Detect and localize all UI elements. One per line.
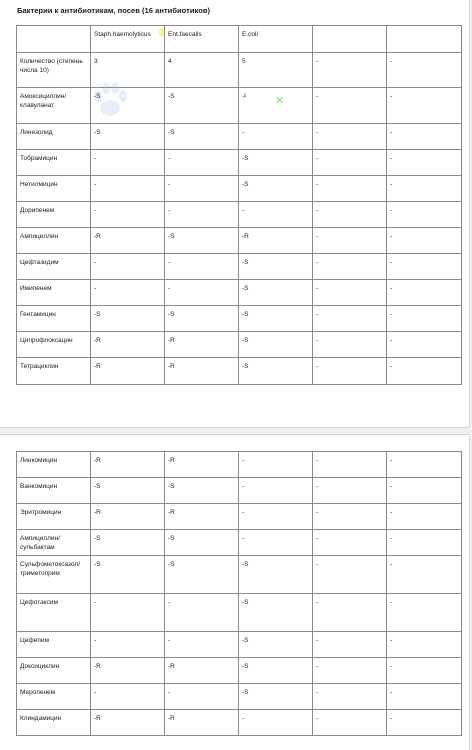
highlight-marker [159, 28, 165, 36]
table-cell: - [239, 124, 313, 150]
row-label-cell: Цефотаксим [17, 594, 91, 632]
table-cell: - [165, 632, 239, 658]
row-label-cell: Цефтазидим [17, 254, 91, 280]
table-cell: - [165, 280, 239, 306]
table-cell: -S [239, 632, 313, 658]
row-label-cell: Меропенем [17, 684, 91, 710]
table-row [17, 504, 462, 530]
table-row [17, 88, 462, 124]
table-cell: -R [91, 452, 165, 478]
table-cell: - [387, 684, 462, 710]
table-cell: 4 [165, 53, 239, 88]
table-row [17, 280, 462, 306]
table-cell: - [313, 658, 387, 684]
table-cell: - [387, 632, 462, 658]
table-cell: -R [91, 228, 165, 254]
row-label-cell: Амоксициллин/клавуланат [17, 88, 91, 124]
table-cell: - [91, 280, 165, 306]
table-cell: -S [165, 556, 239, 594]
table-cell: -S [239, 280, 313, 306]
header-label: Staph.haemolyticus [94, 31, 151, 38]
table-cell: - [387, 176, 462, 202]
row-label-cell: Сульфометоксазол/триметоприм [17, 556, 91, 594]
table-cell: - [313, 150, 387, 176]
table-cell: - [91, 202, 165, 228]
row-label-cell: Ампициллин [17, 228, 91, 254]
table-cell: -R [91, 658, 165, 684]
table-cell: -R [165, 504, 239, 530]
table-cell: - [313, 332, 387, 358]
table-cell: - [313, 124, 387, 150]
table-cell: -S [91, 306, 165, 332]
table-cell: -R [165, 332, 239, 358]
row-label-cell: Количество (степень числа 10) [17, 53, 91, 88]
table-cell: - [239, 478, 313, 504]
table-cell: - [313, 254, 387, 280]
table-cell: - [387, 358, 462, 385]
row-label-cell: Ципрофлоксацин [17, 332, 91, 358]
table-row [17, 632, 462, 658]
row-label-cell: Цефепим [17, 632, 91, 658]
table-cell: -S [91, 556, 165, 594]
table-row [17, 150, 462, 176]
table-cell: - [91, 594, 165, 632]
table-cell: - [313, 632, 387, 658]
table-cell: -S [165, 530, 239, 556]
table-cell: - [239, 202, 313, 228]
table-cell: - [165, 202, 239, 228]
document-title: Бактерии к антибиотикам, посев (16 антибиотиков) [17, 6, 211, 15]
table-cell: - [387, 710, 462, 736]
table-cell: -S [91, 124, 165, 150]
table-cell: -R [165, 710, 239, 736]
table-cell: -S [239, 306, 313, 332]
row-label-cell: Имипенем [17, 280, 91, 306]
table-header-row [17, 26, 462, 53]
table-row [17, 228, 462, 254]
row-label-cell: Дорипенем [17, 202, 91, 228]
row-label-cell: Ванкомицин [17, 478, 91, 504]
table-cell: -S [165, 88, 239, 124]
table-cell: -S [165, 306, 239, 332]
table-row [17, 658, 462, 684]
table-row [17, 306, 462, 332]
table-cell: - [239, 710, 313, 736]
table-cell: - [313, 594, 387, 632]
table-cell: - [387, 254, 462, 280]
table-cell: -S [165, 124, 239, 150]
table-cell: -S [239, 556, 313, 594]
table-cell: -S [91, 478, 165, 504]
table-cell: -R [165, 452, 239, 478]
table-cell: -S [239, 594, 313, 632]
table-cell: -R [165, 358, 239, 385]
table-cell: - [387, 202, 462, 228]
row-label-cell: Доксициклин [17, 658, 91, 684]
table-row [17, 124, 462, 150]
table-cell: -S [239, 684, 313, 710]
row-label-cell: Ампициллин/сульбактам [17, 530, 91, 556]
table-cell: - [387, 332, 462, 358]
table-row [17, 594, 462, 632]
table-cell: -R [165, 658, 239, 684]
table-cell: - [91, 150, 165, 176]
table-cell: - [313, 176, 387, 202]
table-cell: - [313, 710, 387, 736]
table-cell: - [387, 452, 462, 478]
table-row [17, 254, 462, 280]
table-cell: - [387, 280, 462, 306]
table-cell: - [313, 202, 387, 228]
row-label-cell: Гентамицин [17, 306, 91, 332]
table-cell: -R [91, 504, 165, 530]
row-label-cell: Линкомицин [17, 452, 91, 478]
table-cell: - [165, 176, 239, 202]
table-cell: - [91, 176, 165, 202]
table-row [17, 530, 462, 556]
table-cell: - [387, 594, 462, 632]
table-row [17, 710, 462, 736]
table-cell: -R [91, 710, 165, 736]
table-cell: -S [239, 358, 313, 385]
table-cell: - [313, 53, 387, 88]
table-cell: - [165, 684, 239, 710]
table-cell: 5 [239, 53, 313, 88]
table-cell: -S [239, 254, 313, 280]
table-cell: -S [165, 228, 239, 254]
table-cell: - [313, 88, 387, 124]
table-cell: - [387, 88, 462, 124]
row-label-cell [17, 26, 91, 53]
table-cell: - [165, 254, 239, 280]
table-cell: - [313, 556, 387, 594]
table-cell: -S [165, 478, 239, 504]
antibiotics-table-part-2 [16, 451, 462, 736]
table-cell: Ent.faecalis [165, 26, 239, 53]
table-cell: - [239, 504, 313, 530]
row-label-cell: Линезолид [17, 124, 91, 150]
table-cell: -R [91, 358, 165, 385]
table-cell: - [165, 150, 239, 176]
table-cell: -S [91, 88, 165, 124]
table-row [17, 53, 462, 88]
table-row [17, 202, 462, 228]
row-label-cell: Эритромицин [17, 504, 91, 530]
table-cell: -S [239, 150, 313, 176]
table-cell: - [387, 150, 462, 176]
table-cell: - [313, 530, 387, 556]
table-cell: - [387, 504, 462, 530]
table-cell: - [387, 658, 462, 684]
table-cell [313, 26, 387, 53]
table-cell: -S [239, 332, 313, 358]
table-cell [387, 26, 462, 53]
table-cell: - [313, 504, 387, 530]
table-cell: - [387, 306, 462, 332]
table-cell: - [91, 254, 165, 280]
row-label-cell: Нетилмицин [17, 176, 91, 202]
table-cell: -I [239, 88, 313, 124]
table-cell: - [313, 478, 387, 504]
table-cell: - [313, 280, 387, 306]
table-cell: - [313, 452, 387, 478]
table-cell: - [387, 53, 462, 88]
table-row [17, 684, 462, 710]
table-cell: -S [239, 658, 313, 684]
table-cell: - [313, 228, 387, 254]
row-label-cell: Тетрациклин [17, 358, 91, 385]
table-cell: -S [239, 176, 313, 202]
table-cell: 3 [91, 53, 165, 88]
table-cell: -R [239, 228, 313, 254]
table-cell: - [239, 530, 313, 556]
row-label-cell: Клиндамицин [17, 710, 91, 736]
table-cell: - [91, 632, 165, 658]
table-row [17, 556, 462, 594]
table-cell: - [239, 452, 313, 478]
table-cell: -S [91, 530, 165, 556]
table-row [17, 358, 462, 385]
table-cell: - [165, 594, 239, 632]
table-cell [91, 26, 165, 53]
row-label-cell: Тобрамицин [17, 150, 91, 176]
antibiotics-table-part-1 [16, 25, 462, 385]
table-row [17, 332, 462, 358]
table-cell: E.coli [239, 26, 313, 53]
table-cell: - [313, 306, 387, 332]
table-cell: - [387, 228, 462, 254]
table-cell: - [387, 556, 462, 594]
table-cell: - [387, 124, 462, 150]
table-cell: - [387, 530, 462, 556]
table-cell: - [313, 684, 387, 710]
table-row [17, 478, 462, 504]
table-row [17, 452, 462, 478]
table-cell: - [313, 358, 387, 385]
table-cell: - [387, 478, 462, 504]
table-cell: - [91, 684, 165, 710]
table-cell: -R [91, 332, 165, 358]
table-row [17, 176, 462, 202]
check-mark-annotation: ✕ [275, 95, 285, 107]
document-page-2 [0, 434, 470, 750]
